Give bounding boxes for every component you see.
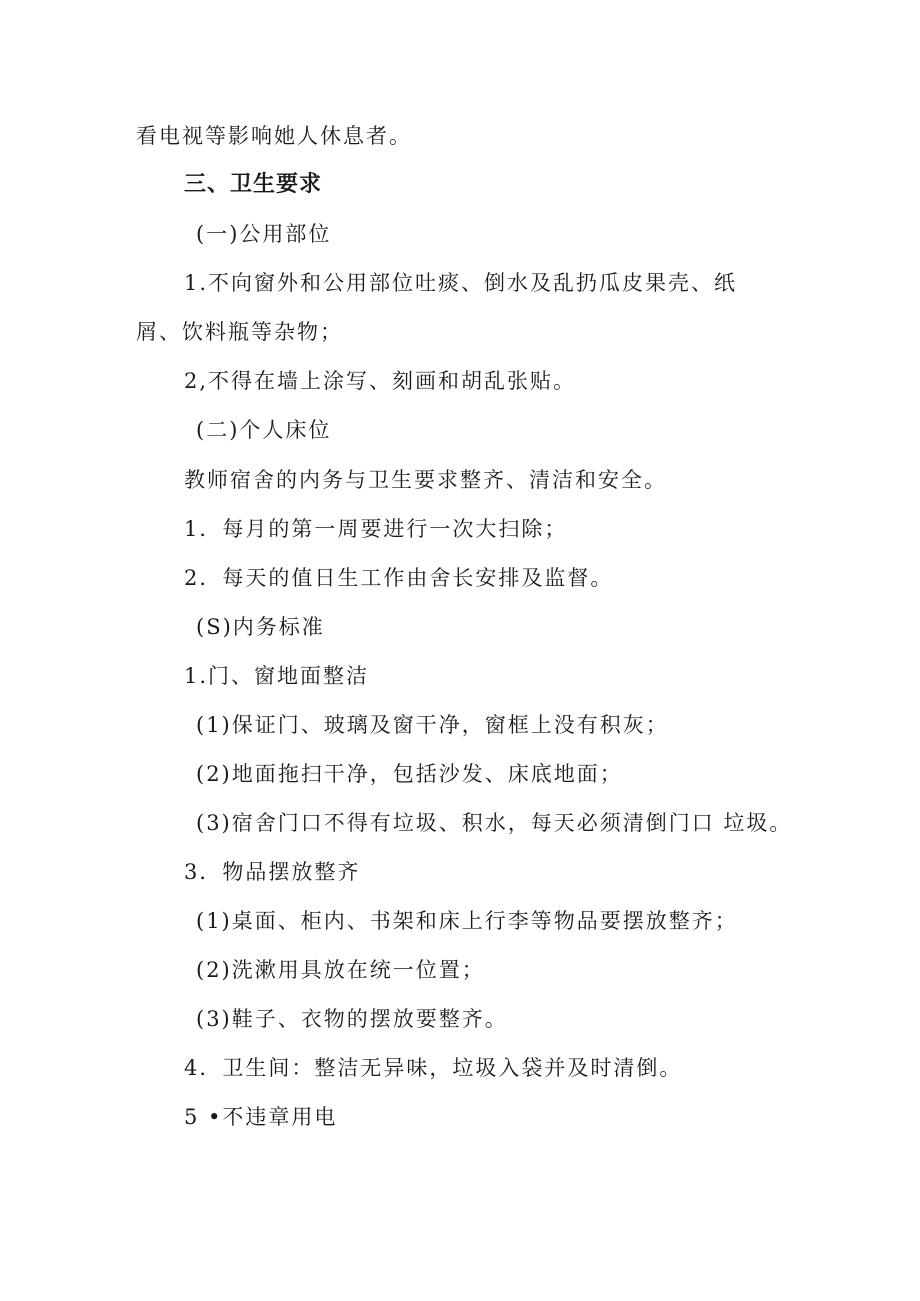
text-line-sub-3: (3)宿舍门口不得有垃圾、积水，每天必须清倒门口 垃圾。 <box>196 811 793 835</box>
text-line-tidy-sub-3: (3)鞋子、衣物的摆放要整齐。 <box>196 1007 508 1031</box>
text-line-sub-2: (2)地面拖扫干净，包括沙发、床底地面； <box>196 762 623 786</box>
text-line-bathroom: 4．卫生间：整洁无异味，垃圾入袋并及时清倒。 <box>184 1056 683 1080</box>
text-line-items-tidy: 3．物品摆放整齐 <box>184 860 361 884</box>
section-heading-hygiene: 三、卫生要求 <box>184 172 323 197</box>
text-line-requirements: 教师宿舍的内务与卫生要求整齐、清洁和安全。 <box>184 468 667 492</box>
text-line-electricity: 5 •不违章用电 <box>184 1105 338 1129</box>
subsection-heading-public-areas: (一)公用部位 <box>196 222 332 246</box>
text-line-sub-1: (1)保证门、玻璃及窗干净，窗框上没有积灰； <box>196 713 669 737</box>
text-line-doors-windows: 1.门、窗地面整洁 <box>184 664 370 688</box>
text-line-duty: 2．每天的值日生工作由舍长安排及监督。 <box>184 566 614 590</box>
text-line-tidy-sub-2: (2)洗漱用具放在统一位置； <box>196 958 485 982</box>
text-line-item-1-cont: 屑、饮料瓶等杂物； <box>136 320 343 344</box>
subsection-heading-standards: (S)内务标准 <box>196 615 325 639</box>
text-line-tidy-sub-1: (1)桌面、柜内、书架和床上行李等物品要摆放整齐； <box>196 909 738 933</box>
text-line-weekly-cleaning: 1．每月的第一周要进行一次大扫除； <box>184 517 568 541</box>
text-line-item-2: 2,不得在墙上涂写、刻画和胡乱张贴。 <box>184 369 577 393</box>
text-line-continuation: 看电视等影响她人休息者。 <box>136 124 412 148</box>
subsection-heading-personal-bed: (二)个人床位 <box>196 418 332 442</box>
text-line-item-1: 1.不向窗外和公用部位吐痰、倒水及乱扔瓜皮果壳、纸 <box>184 271 738 295</box>
